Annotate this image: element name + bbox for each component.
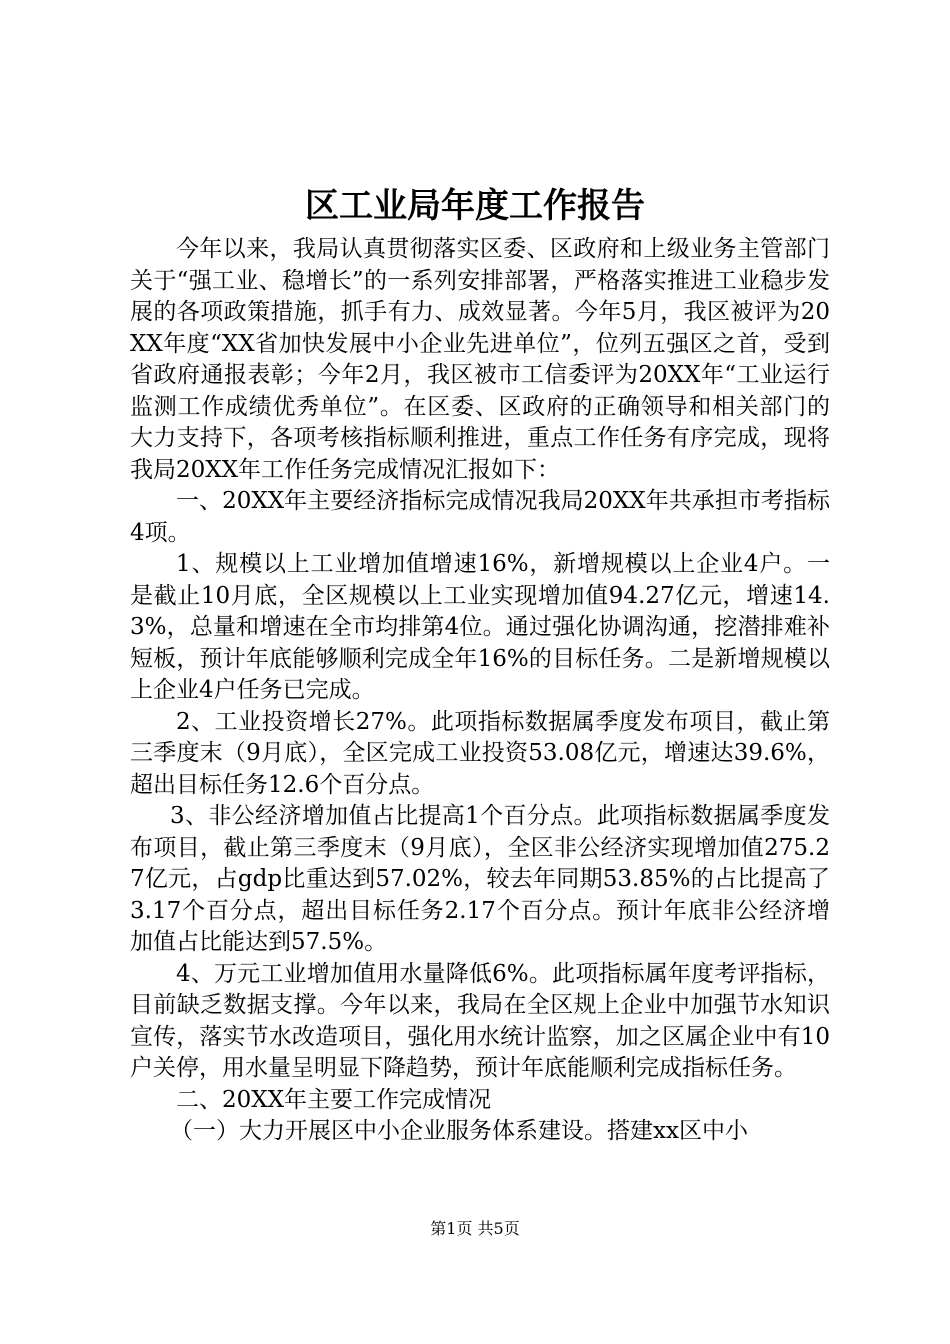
paragraph-indicator-1: 1、规模以上工业增加值增速16%，新增规模以上企业4户。一是截止10月底，全区规模以上工业实现增加值94.27亿元，增速14.3%，总量和增速在全市均排第4位。通过强化协调沟通，挖潜排难补短板，预计年底能够顺利完成全年16%的目标任务。二是新增规模以上企业4户任务已完成。: [130, 551, 830, 703]
paragraph-intro: 今年以来，我局认真贯彻落实区委、区政府和上级业务主管部门关于“强工业、稳增长”的一系列安排部署，严格落实推进工业稳步发展的各项政策措施，抓手有力、成效显著。今年5月，我区被评为20XX年度“XX省加快发展中小企业先进单位”，位列五强区之首，受到省政府通报表彰；今年2月，我区被市工信委评为20XX年“工业运行监测工作成绩优秀单位”。在区委、区政府的正确领导和相关部门的大力支持下，各项考核指标顺利推进，重点工作任务有序完成，现将我局20XX年工作任务完成情况汇报如下：: [130, 236, 830, 483]
document-body: [130, 234, 830, 1148]
page-footer: 第1页 共5页: [430, 1219, 520, 1238]
paragraph-section-one-heading: 一、20XX年主要经济指标完成情况我局20XX年共承担市考指标4项。: [130, 488, 830, 546]
paragraph-section-two-heading: 二、20XX年主要工作完成情况: [176, 1086, 492, 1113]
paragraph-indicator-3: 3、非公经济增加值占比提高1个百分点。此项指标数据属季度发布项目，截止第三季度末（9月底），全区非公经济实现增加值275.27亿元，占gdp比重达到57.02%，较去年同期53.85%的占比提高了3.17个百分点，超出目标任务2.17个百分点。预计年底非公经济增加值占比能达到57.5%。: [130, 803, 830, 955]
document-title: 区工业局年度工作报告: [305, 186, 645, 226]
paragraph-indicator-4: 4、万元工业增加值用水量降低6%。此项指标属年度考评指标，目前缺乏数据支撑。今年以来，我局在全区规上企业中加强节水知识宣传，落实节水改造项目，强化用水统计监察，加之区属企业中有10户关停，用水量呈明显下降趋势，预计年底能顺利完成指标任务。: [130, 960, 830, 1081]
paragraph-section-two-item-1: （一）大力开展区中小企业服务体系建设。搭建xx区中小: [170, 1118, 748, 1144]
paragraph-indicator-2: 2、工业投资增长27%。此项指标数据属季度发布项目，截止第三季度末（9月底），全区完成工业投资53.08亿元，增速达39.6%，超出目标任务12.6个百分点。: [130, 708, 830, 798]
